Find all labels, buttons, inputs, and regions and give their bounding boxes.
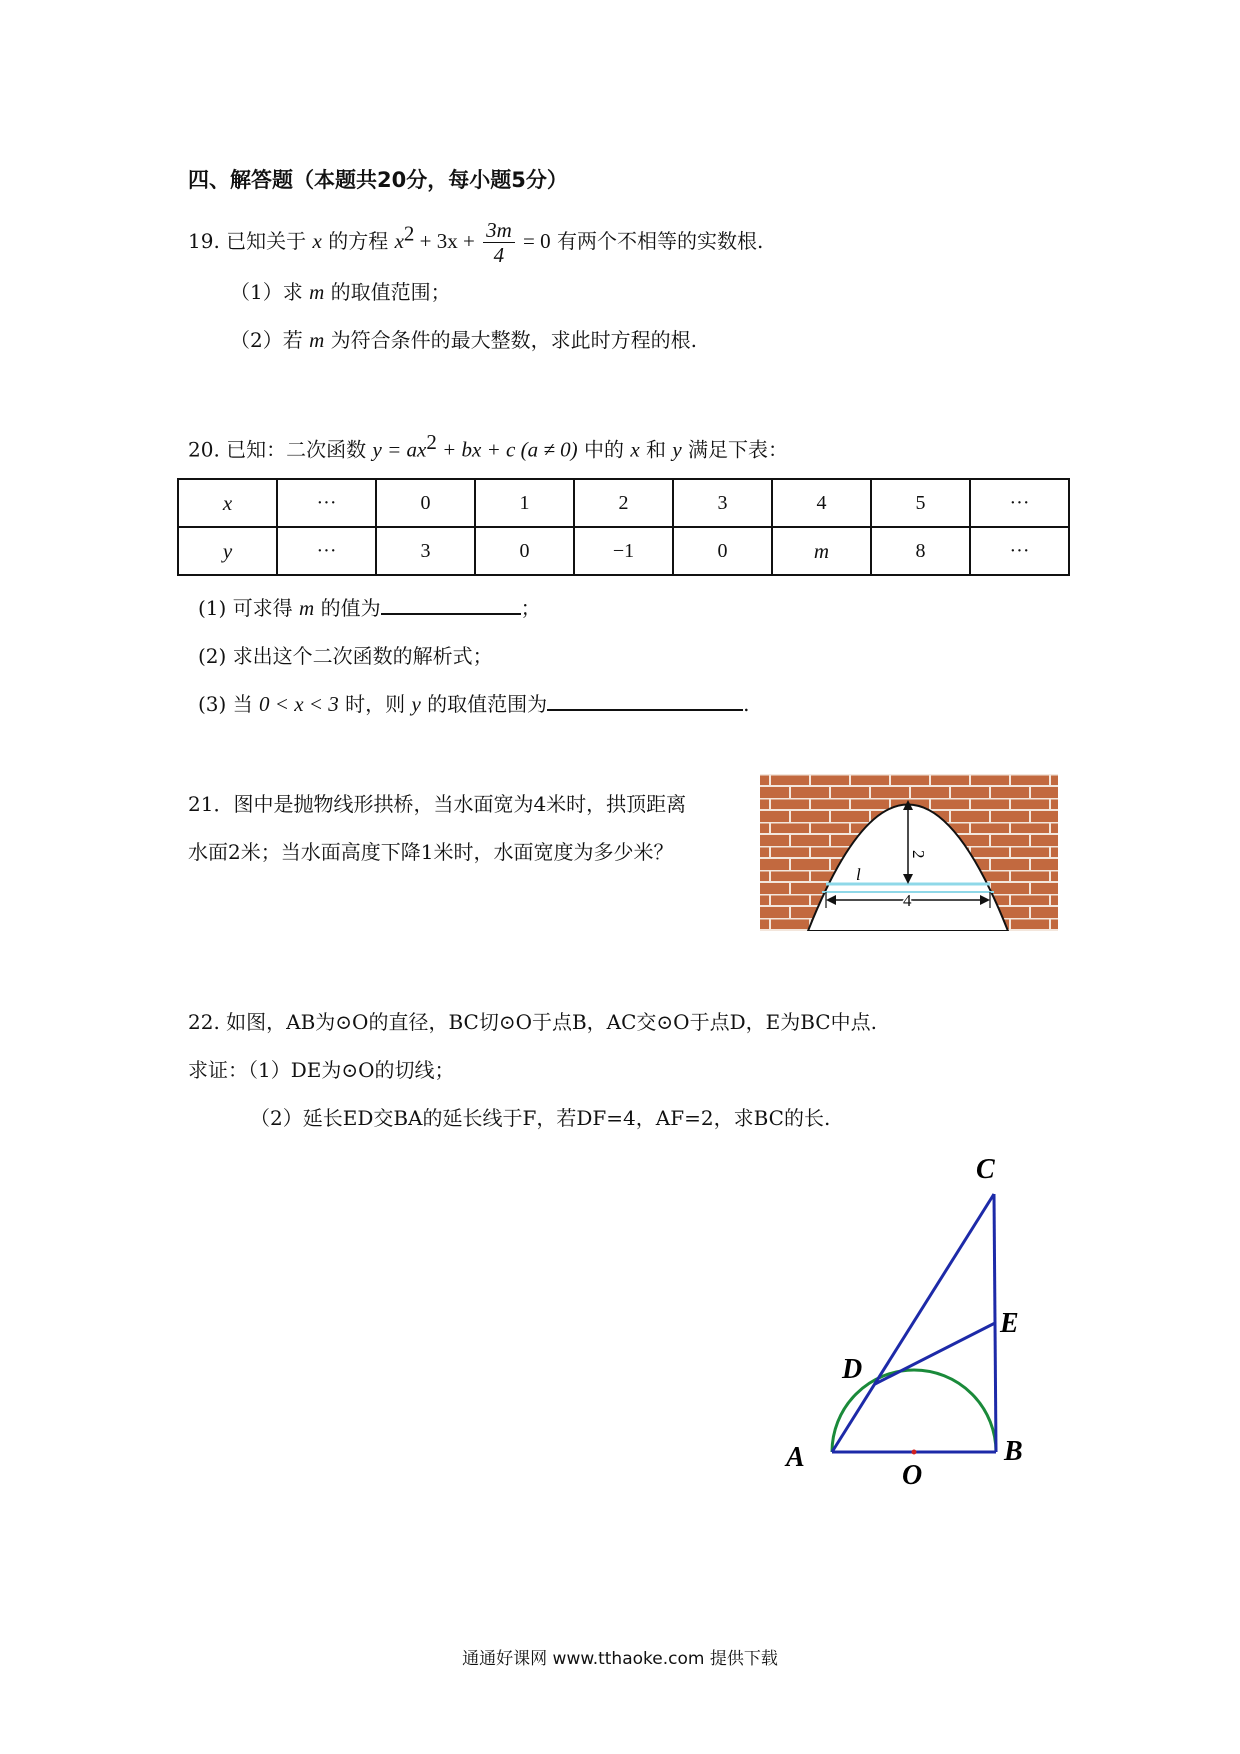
q20-stem [188,430,788,463]
q20-p3-mid: 时，则 [345,692,406,716]
q19-stem [188,218,763,267]
q19-eq-plus: + 3x + [414,229,481,253]
table-cell: 5 [871,479,970,527]
footer-credit: 通通好课网 www.tthaoke.com 提供下载 [462,1649,778,1669]
q19-var-x: x [312,229,322,253]
q19-p1-pre: （1）求 [230,280,303,304]
q20-suffix: 满足下表： [688,437,789,462]
label-C: C [976,1154,995,1185]
table-cell: 3 [673,479,772,527]
table-cell: m [772,527,871,575]
q20-func-rest: + bx + c (a ≠ 0) [436,437,578,462]
table-cell: 1 [475,479,574,527]
q19-part1 [230,276,451,305]
q21-line2: 水面2米；当水面高度下降1米时，水面宽度为多少米？ [188,840,674,864]
q20-p3-pre: (3) 当 [198,692,253,716]
center-point [912,1450,917,1455]
label-D: D [842,1354,863,1385]
q19-p1-var: m [309,280,325,304]
q20-p3-answer-blank [547,691,743,711]
q20-var-y: y [672,437,682,462]
q20-number: 20. [188,437,220,462]
q20-p1-end: ； [520,596,541,620]
q22-line2: 求证：（1）DE为⊙O的切线； [188,1058,455,1082]
q20-p3-inequality: 0 < x < 3 [259,692,339,716]
table-cell: 2 [574,479,673,527]
q20-func-exponent: 2 [426,430,437,454]
q20-mid: 中的 [583,437,624,462]
table-cell: 8 [871,527,970,575]
label-E: E [1000,1308,1019,1339]
section-title: 四、解答题（本题共20分，每小题5分） [188,168,568,192]
circle-tangent-figure [780,1150,1050,1500]
q22-line1: 22. 如图，AB为⊙O的直径，BC切⊙O于点B，AC交⊙O于点D，E为BC中点. [188,1010,877,1034]
q20-part3 [198,688,749,717]
q19-part2 [230,324,697,353]
q19-eq-left: x [394,229,404,253]
q20-part1 [198,592,541,621]
q19-suffix: 有两个不相等的实数根. [556,229,764,253]
q19-p2-pre: （2）若 [230,328,303,352]
q19-frac-numerator: 3m [483,218,515,243]
table-cell: 3 [376,527,475,575]
label-O: O [902,1460,923,1491]
q22-line3: （2）延长ED交BA的延长线于F，若DF=4，AF=2，求BC的长. [250,1106,831,1130]
q19-mid: 的方程 [328,229,389,253]
q20-prefix: 已知：二次函数 [226,437,367,462]
table-cell: x [178,479,277,527]
table-cell: 0 [376,479,475,527]
q19-number: 19. [188,229,220,253]
q20-p3-end: . [743,692,750,716]
q19-p2-post: 为符合条件的最大整数，求此时方程的根. [330,328,697,352]
table-cell: ··· [277,527,376,575]
q19-eq-exponent: 2 [403,221,415,246]
q20-var-x: x [630,437,640,462]
table-cell: 0 [475,527,574,575]
label-A: A [786,1442,805,1473]
table-row-x [178,479,1069,527]
q19-prefix: 已知关于 [226,229,307,253]
q20-and: 和 [646,437,666,462]
arch-bridge-figure [760,774,1058,931]
q19-p2-var: m [309,328,325,352]
q20-p1-answer-blank [381,595,521,615]
table-cell: ··· [277,479,376,527]
q19-fraction [483,218,515,267]
table-cell: ··· [970,479,1069,527]
q21-line1: 21．图中是抛物线形拱桥，当水面宽为4米时，拱顶距离 [188,792,687,816]
q19-eq-right: = 0 [517,229,551,253]
q20-p1-post: 的值为 [320,596,381,620]
table-cell: 4 [772,479,871,527]
height-label: 2 [909,850,928,859]
table-cell: −1 [574,527,673,575]
table-cell: ··· [970,527,1069,575]
label-B: B [1004,1436,1023,1467]
q20-value-table [177,478,1070,576]
q20-p3-var: y [411,692,421,716]
q20-p3-post: 的取值范围为 [427,692,548,716]
table-row-y [178,527,1069,575]
q20-p1-pre: (1) 可求得 [198,596,293,620]
table-cell: y [178,527,277,575]
q19-p1-post: 的取值范围； [330,280,451,304]
width-label: 4 [903,891,912,910]
q20-part2: (2) 求出这个二次函数的解析式； [198,644,493,668]
l-label: l [856,865,861,884]
q20-func: y = ax [372,437,427,462]
segment-AC [832,1194,994,1452]
q19-frac-denominator: 4 [493,243,505,267]
q20-p1-var: m [299,596,315,620]
table-cell: 0 [673,527,772,575]
